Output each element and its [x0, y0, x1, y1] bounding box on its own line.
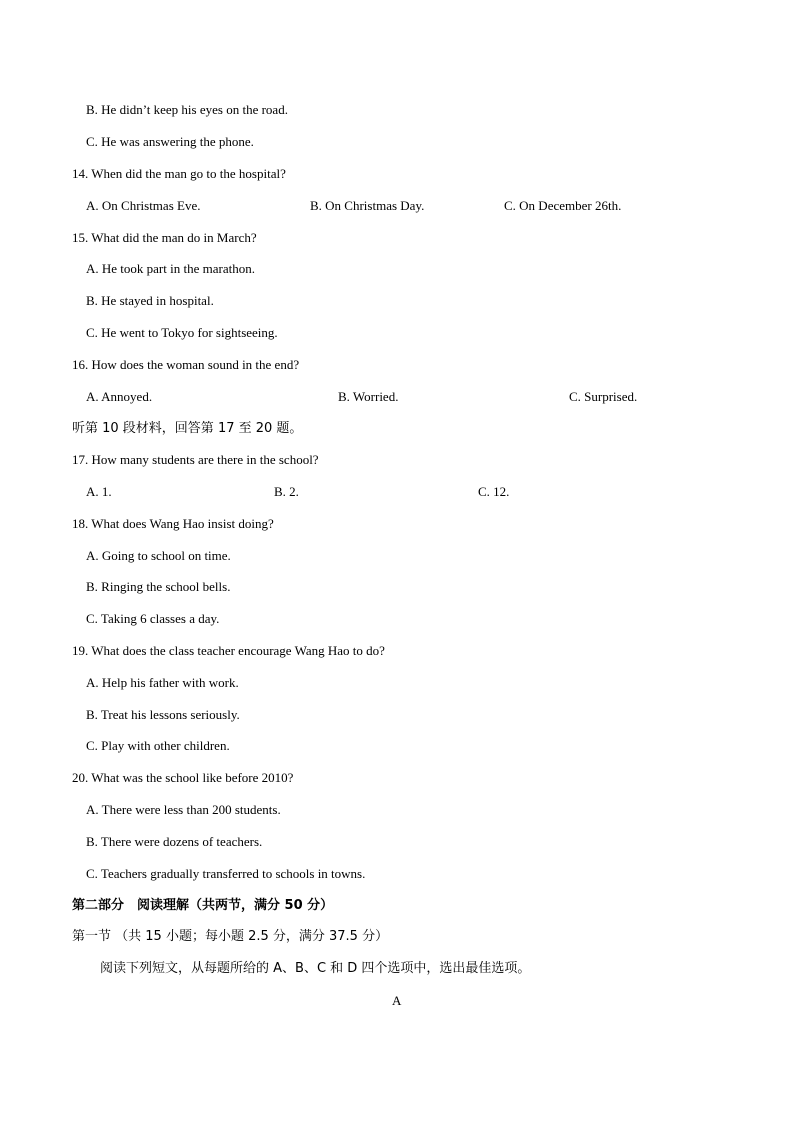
q13-option-c: C. He was answering the phone. [86, 134, 254, 149]
q16-option-a: A. Annoyed. [86, 389, 153, 404]
q16-option-c: C. Surprised. [569, 389, 638, 404]
question-17: 17. How many students are there in the school? [72, 452, 319, 467]
q17-option-a: A. 1. [86, 484, 112, 499]
q14-option-b: B. On Christmas Day. [310, 198, 425, 213]
section-10-instruction: 听第 10 段材料，回答第 17 至 20 题。 [72, 421, 303, 436]
passage-label: A [392, 993, 402, 1008]
q13-option-b: B. He didn’t keep his eyes on the road. [86, 102, 288, 117]
question-20: 20. What was the school like before 2010? [72, 770, 294, 785]
section-1-heading: 第一节 （共 15 小题；每小题 2.5 分，满分 37.5 分） [72, 929, 389, 944]
question-14: 14. When did the man go to the hospital? [72, 166, 286, 181]
question-19: 19. What does the class teacher encourage Wang Hao to do? [72, 643, 385, 658]
q17-option-c: C. 12. [478, 484, 510, 499]
q19-option-a: A. Help his father with work. [86, 675, 239, 690]
part-2-heading: 第二部分 阅读理解（共两节，满分 50 分） [72, 898, 334, 913]
q17-option-b: B. 2. [274, 484, 299, 499]
q16-option-b: B. Worried. [338, 389, 399, 404]
reading-instruction: 阅读下列短文，从每题所给的 A、B、C 和 D 四个选项中，选出最佳选项。 [100, 961, 531, 976]
q15-option-c: C. He went to Tokyo for sightseeing. [86, 325, 278, 340]
q15-option-a: A. He took part in the marathon. [86, 261, 255, 276]
q14-option-c: C. On December 26th. [504, 198, 622, 213]
q18-option-c: C. Taking 6 classes a day. [86, 611, 220, 626]
question-15: 15. What did the man do in March? [72, 230, 257, 245]
q19-option-b: B. Treat his lessons seriously. [86, 707, 240, 722]
q20-option-b: B. There were dozens of teachers. [86, 834, 263, 849]
question-18: 18. What does Wang Hao insist doing? [72, 516, 274, 531]
q15-option-b: B. He stayed in hospital. [86, 293, 214, 308]
q20-option-c: C. Teachers gradually transferred to schools in towns. [86, 866, 366, 881]
q20-option-a: A. There were less than 200 students. [86, 802, 281, 817]
question-16: 16. How does the woman sound in the end? [72, 357, 300, 372]
q18-option-b: B. Ringing the school bells. [86, 579, 231, 594]
q18-option-a: A. Going to school on time. [86, 548, 231, 563]
q19-option-c: C. Play with other children. [86, 738, 230, 753]
q14-option-a: A. On Christmas Eve. [86, 198, 201, 213]
